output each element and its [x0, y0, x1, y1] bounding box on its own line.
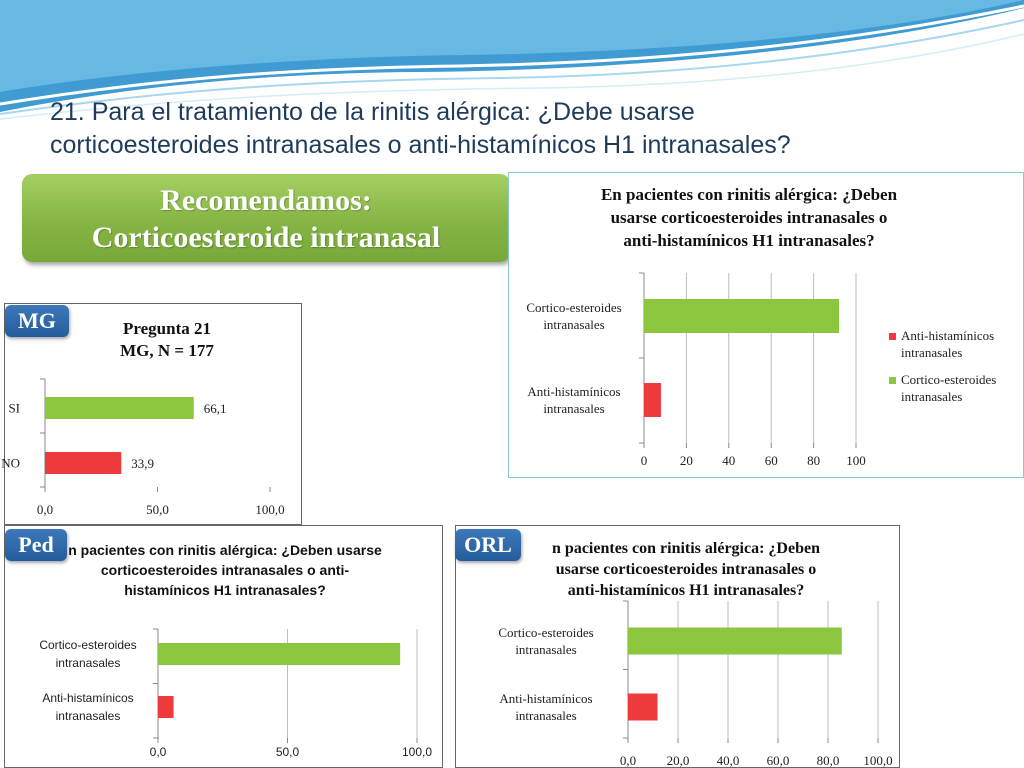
legend-label: intranasales	[901, 345, 963, 360]
category-label: Anti-histamínicos	[42, 691, 134, 706]
chart-title-line: En pacientes con rinitis alérgica: ¿Deben	[600, 185, 898, 204]
chart-panel-orl	[455, 525, 900, 768]
chart-title-line: histamínicos H1 intranasales?	[124, 582, 326, 598]
category-label: Anti-histamínicos	[527, 384, 621, 400]
category-label: intranasales	[515, 642, 577, 658]
chart-title-line: corticoesteroides intranasales o anti-	[100, 562, 350, 578]
tick-label: 40,0	[716, 753, 740, 768]
tick-label: 60,0	[766, 753, 790, 768]
bar	[628, 628, 842, 655]
tag-mg: MG	[5, 305, 69, 337]
tick-label: 50,0	[275, 745, 300, 759]
chart-panel-ped	[4, 525, 443, 768]
recommendation-line: Corticoesteroide intranasal	[91, 221, 441, 254]
chart-title-line: n pacientes con rinitis alérgica: ¿Deben	[552, 540, 820, 557]
chart-title-line: Pregunta 21	[123, 319, 211, 338]
tag-ped: Ped	[5, 529, 67, 561]
bar	[644, 383, 661, 417]
bar	[45, 397, 194, 419]
legend-swatch	[889, 333, 896, 340]
data-label: 33,9	[131, 456, 155, 471]
tick-label: 80,0	[816, 753, 840, 768]
bar-chart-orl	[456, 526, 901, 768]
tick-label: 50,0	[146, 502, 169, 517]
legend-swatch	[889, 377, 896, 384]
legend-label: Anti-histamínicos	[901, 328, 995, 343]
chart-title-line: usarse corticoesteroides intranasales o	[555, 561, 817, 578]
bar	[158, 696, 174, 718]
category-label: Anti-histamínicos	[499, 691, 593, 707]
bar-chart-general	[509, 173, 1024, 479]
tick-label: 100	[846, 453, 866, 468]
tick-label: 20,0	[666, 753, 690, 768]
category-label: NO	[1, 455, 20, 471]
tick-label: 60	[764, 453, 778, 468]
tick-label: 0,0	[149, 745, 167, 759]
chart-panel-general	[508, 172, 1024, 478]
legend-label: Cortico-esteroides	[901, 372, 997, 387]
chart-title-line: anti-histamínicos H1 intranasales?	[567, 582, 805, 599]
bar	[628, 694, 658, 721]
tick-label: 100,0	[401, 745, 433, 759]
tick-label: 0,0	[36, 502, 54, 517]
category-label: intranasales	[55, 656, 121, 671]
chart-title-line: n pacientes con rinitis alérgica: ¿Deben usarse	[68, 542, 382, 558]
category-label: intranasales	[543, 401, 605, 417]
slide-title-line: 21. Para el tratamiento de la rinitis alérgica: ¿Debe usarse	[50, 98, 695, 126]
bar	[45, 452, 121, 474]
slide-title	[50, 96, 950, 162]
slide-title-line: corticoesteroides intranasales o anti-histamínicos H1 intranasales?	[50, 131, 791, 159]
tick-label: 40	[722, 453, 736, 468]
category-label: Cortico-esteroides	[39, 638, 137, 653]
chart-title-line: MG, N = 177	[120, 341, 214, 360]
category-label: intranasales	[55, 709, 121, 724]
bar	[158, 643, 400, 665]
tick-label: 100,0	[255, 502, 285, 517]
recommendation-line: Recomendamos:	[160, 184, 372, 217]
chart-title-line: anti-histamínicos H1 intranasales?	[623, 231, 875, 250]
recommendation-box	[22, 174, 510, 262]
category-label: Cortico-esteroides	[498, 625, 594, 641]
chart-title-line: usarse corticoesteroides intranasales o	[610, 208, 888, 227]
tick-label: 0,0	[619, 753, 637, 768]
tick-label: 20	[679, 453, 693, 468]
legend-label: intranasales	[901, 389, 963, 404]
tick-label: 0	[640, 453, 648, 468]
bar	[644, 299, 839, 333]
tick-label: 80	[807, 453, 821, 468]
tag-orl: ORL	[455, 529, 521, 561]
bar-chart-mg	[1, 304, 303, 526]
category-label: Cortico-esteroides	[526, 300, 622, 316]
tick-label: 100,0	[863, 753, 893, 768]
category-label: intranasales	[543, 317, 605, 333]
category-label: SI	[8, 400, 20, 416]
category-label: intranasales	[515, 708, 577, 724]
bar-chart-ped	[5, 526, 444, 768]
data-label: 66,1	[203, 401, 227, 416]
